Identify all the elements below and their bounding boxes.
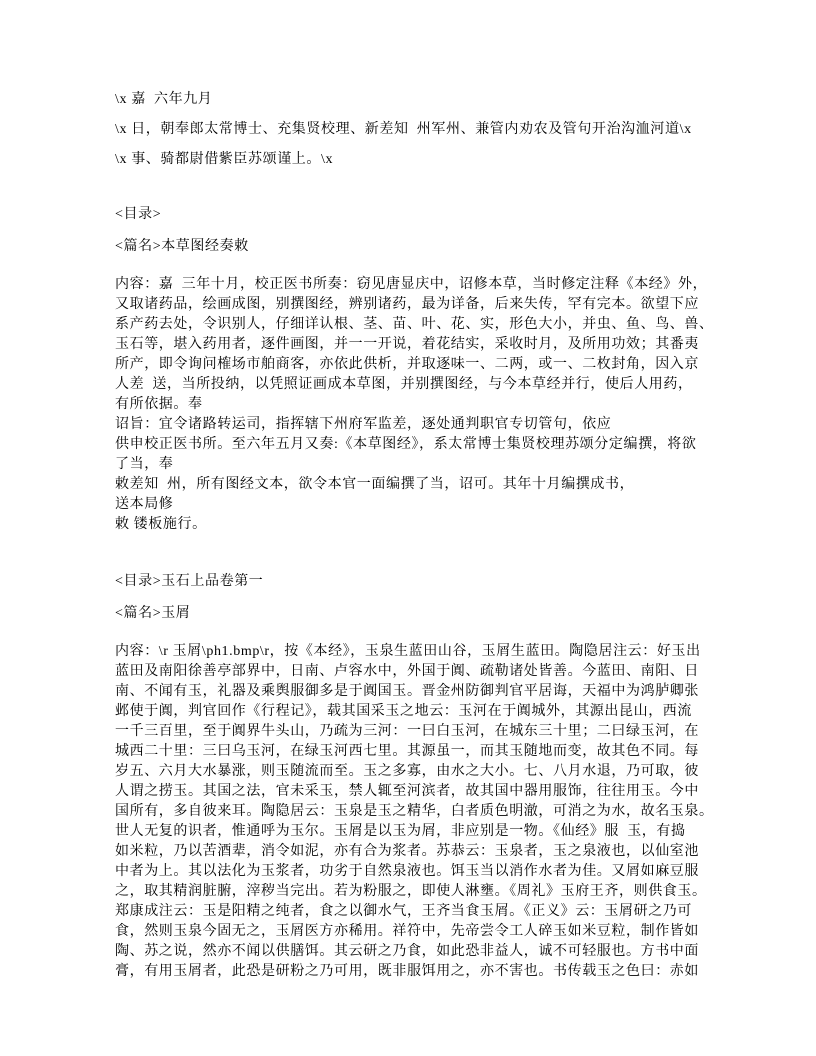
- text-line: 敕 镂板施行。: [115, 517, 207, 532]
- text-line: 了当，奉: [115, 457, 174, 472]
- text-line: 所产，即令询问榷场市舶商客，亦依此供析，并取逐味一、二两，或一、二枚封角，因入京: [115, 357, 699, 372]
- text-line: 一千三百里，至于阗界牛头山，乃疏为三河：一曰白玉河，在城东三十里；二曰绿玉河，在: [115, 724, 699, 739]
- text-line: 陶、苏之说，然亦不闻以供膳饵。其云研之乃食，如此恐非益人，诚不可轻服也。方书中面: [115, 944, 699, 959]
- text-line: 南、不闻有玉，礼器及乘舆服御多是于阗国玉。晋金州防御判官平居诲，天福中为鸿胪卿张: [115, 684, 699, 699]
- text-line: 中者为上。其以法化为玉浆者，功劣于自然泉液也。饵玉当以消作水者为佳。又屑如麻豆服: [115, 864, 699, 879]
- text-line: \x 事、骑都尉借紫臣苏颂谨上。\x: [115, 152, 334, 167]
- text-line: 系产药去处，令识别人，仔细详认根、茎、苗、叶、花、实，形色大小，并虫、鱼、鸟、兽、: [115, 317, 714, 332]
- text-line: \x 日，朝奉郎太常博士、充集贤校理、新差知 州军州、兼管内劝农及管句开治沟洫河道\x: [115, 122, 692, 137]
- text-line: 送本局修: [115, 497, 174, 512]
- chapter-title: <篇名>本草图经奏敕: [115, 239, 249, 254]
- text-line: 蓝田及南阳徐善亭部界中，日南、卢容水中，外国于阗、疏勒诸处皆善。今蓝田、南阳、日: [115, 664, 699, 679]
- text-line: 内容：\r 玉屑\ph1.bmp\r，按《本经》，玉泉生蓝田山谷，玉屑生蓝田。陶隐居注云：好玉出: [115, 644, 701, 659]
- text-line: 食，然则玉泉今固无之，玉屑医方亦稀用。祥符中，先帝尝令工人碎玉如米豆粒，制作皆如: [115, 924, 699, 939]
- text-line: 邺使于阗，判官回作《行程记》，载其国采玉之地云：玉河在于阗城外，其源出昆山，西流: [115, 704, 692, 719]
- text-line: 内容：嘉 三年十月，校正医书所奏：窃见唐显庆中，诏修本草，当时修定注释《本经》外，: [115, 277, 708, 292]
- text-line: 诏旨：宜令诸路转运司，指挥辖下州府军监差，逐处通判职官专切管句，依应: [115, 417, 612, 432]
- text-line: 敕差知 州，所有图经文本，欲令本官一面编撰了当，诏可。其年十月编撰成书，: [115, 477, 635, 492]
- text-line: 世人无复的识者，惟通呼为玉尔。玉屑是以玉为屑，非应别是一物。《仙经》服 玉，有捣: [115, 824, 686, 839]
- text-line: 玉石等，堪入药用者，逐件画图，并一一开说，着花结实，采收时月，及所用功效；其番夷: [115, 337, 699, 352]
- section-bencao-tujing-zoushi: [115, 205, 806, 535]
- text-line: 城西二十里：三曰乌玉河，在绿玉河西七里。其源虽一，而其玉随地而变，故其色不同。每: [115, 744, 699, 759]
- text-line: 郑康成注云：玉是阳精之纯者，食之以御水气，王齐当食玉屑。《正义》云：玉屑研之乃可: [115, 904, 692, 919]
- section-yuxie: [115, 572, 806, 982]
- chapter-body: [115, 275, 806, 535]
- toc-marker: <目录>: [115, 207, 162, 222]
- text-line: 岁五、六月大水暴涨，则玉随流而至。玉之多寡，由水之大小。七、八月水退，乃可取，彼: [115, 764, 699, 779]
- text-line: 供申校正医书所。至六年五月又奏:《本草图经》，系太常博士集贤校理苏颂分定编撰，将欲: [115, 437, 697, 452]
- toc-marker: <目录>玉石上品卷第一: [115, 574, 264, 589]
- text-line: 人差 送，当所投纳，以凭照证画成本草图，并别撰图经，与今本草经并行，使后人用药，: [115, 377, 693, 392]
- chapter-body: [115, 642, 806, 982]
- text-line: 如米粒，乃以苦酒辈，消令如泥，亦有合为浆者。苏恭云：玉泉者，玉之泉液也，以仙室池: [115, 844, 699, 859]
- memorial-signature-block: [115, 85, 806, 175]
- text-line: 有所依据。奉: [115, 397, 203, 412]
- text-line: \x 嘉 六年九月: [115, 92, 213, 107]
- text-line: 膏，有用玉屑者，此恐是研粉之乃可用，既非服饵用之，亦不害也。书传载玉之色曰：赤如: [115, 964, 699, 979]
- chapter-title: <篇名>玉屑: [115, 606, 191, 621]
- text-line: 国所有，多自彼来耳。陶隐居云：玉泉是玉之精华，白者质色明澈，可消之为水，故名玉泉。: [115, 804, 714, 819]
- text-line: 又取诸药品，绘画成图，别撰图经，辨别诸药，最为详备，后来失传，罕有完本。欲望下应: [115, 297, 699, 312]
- text-line: 人谓之捞玉。其国之法，官未采玉，禁人辄至河滨者，故其国中器用服饰，往往用玉。今中: [115, 784, 699, 799]
- text-line: 之，取其精润脏腑，滓秽当完出。若为粉服之，即使人淋壅。《周礼》玉府王齐，则供食玉。: [115, 884, 707, 899]
